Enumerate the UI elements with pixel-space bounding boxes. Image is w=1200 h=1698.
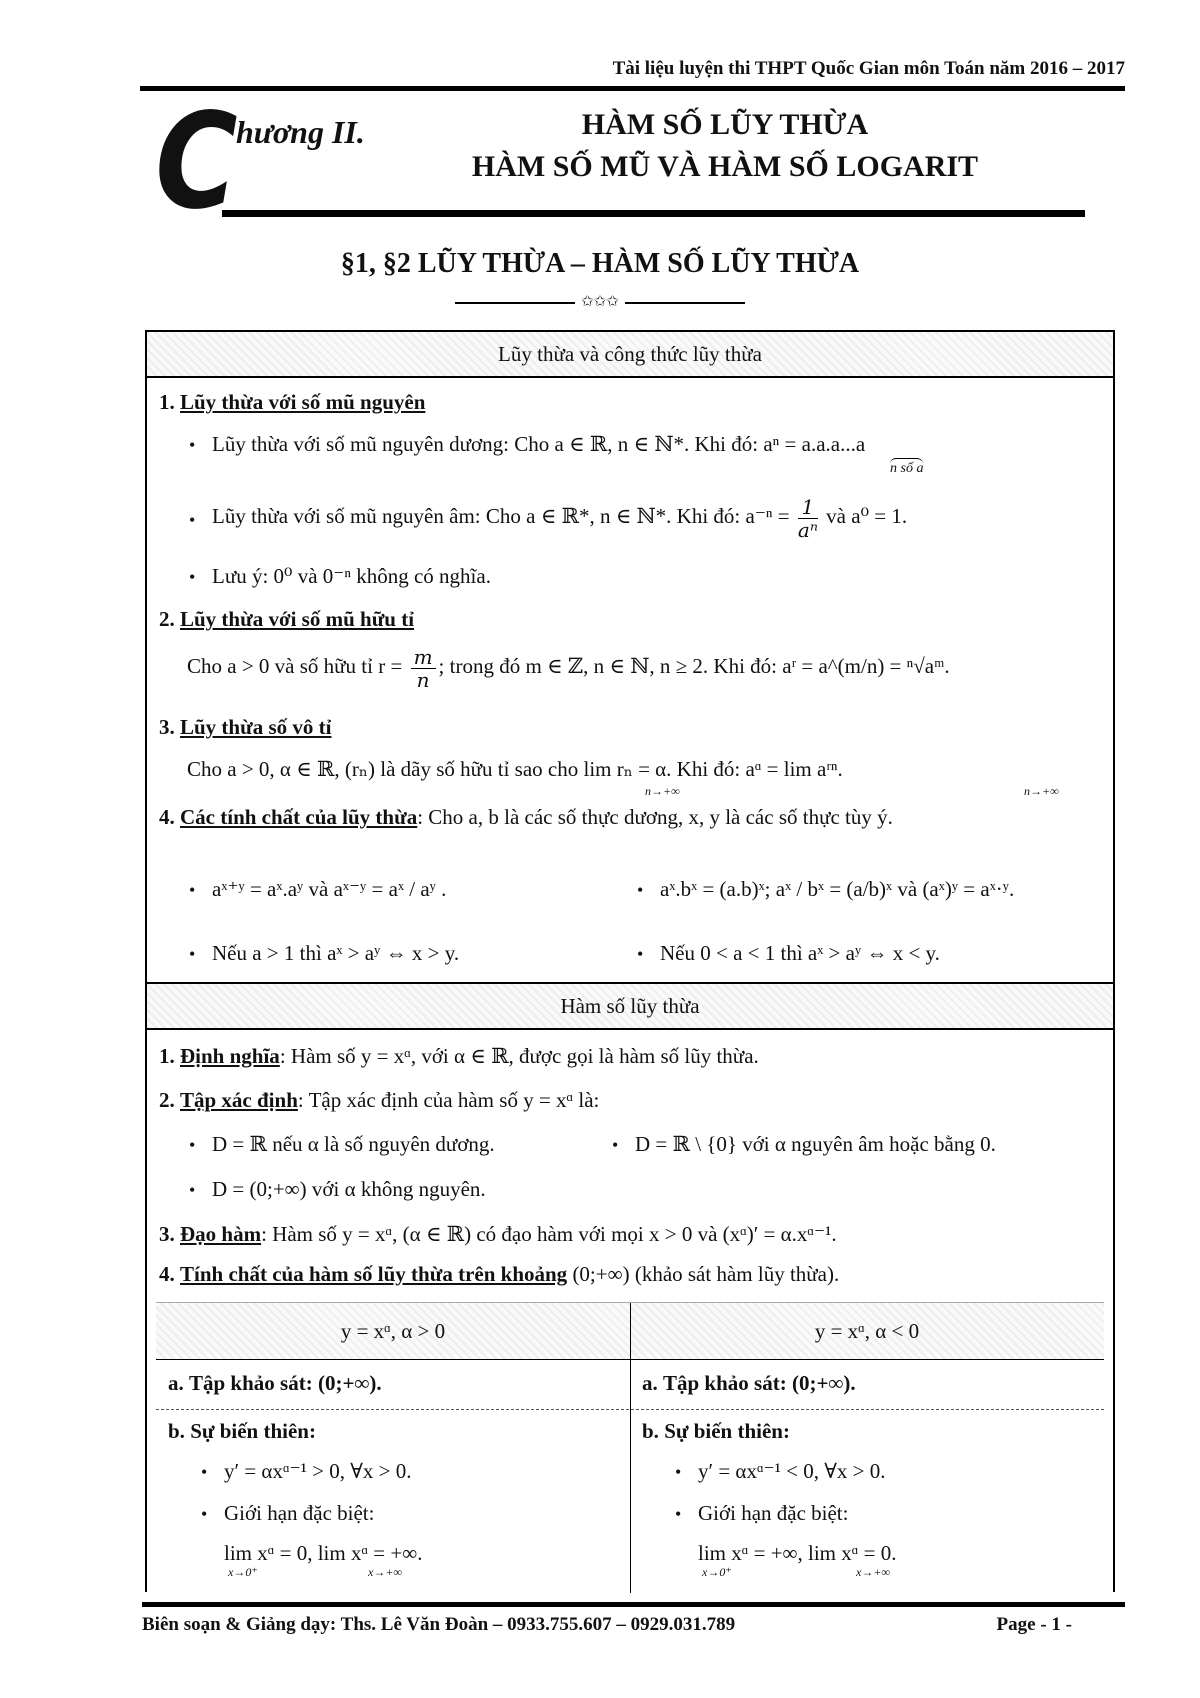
text-property-4: Nếu 0 < a < 1 thì aˣ > aʸ ⇔ x < y. xyxy=(660,941,940,965)
text-properties-intro: : Cho a, b là các số thực dương, x, y là các số thực tùy ý. xyxy=(417,805,893,829)
bullet-icon: • xyxy=(189,567,196,587)
bullet-icon: • xyxy=(637,880,644,900)
bullet-icon: • xyxy=(189,435,196,455)
text-positive-exponent: Lũy thừa với số mũ nguyên dương: Cho a ∈ ℝ, n ∈ ℕ*. Khi đó: aⁿ = a.a.a...a xyxy=(212,432,866,456)
table-left-limits: lim xᵅ = 0, lim xᵅ = +∞. xyxy=(224,1541,423,1565)
table-right-lim-title: Giới hạn đặc biệt: xyxy=(698,1501,849,1525)
table-right-limits: lim xᵅ = +∞, lim xᵅ = 0. xyxy=(698,1541,897,1565)
fraction: $\frac{m}{n}$ xyxy=(411,646,436,691)
item-num: 2. xyxy=(159,607,175,631)
chapter-label: hương II. xyxy=(236,114,365,150)
item-title-irrational-exponent: Lũy thừa số vô tỉ xyxy=(180,715,332,739)
lim-subscript: x→0⁺ xyxy=(702,1565,732,1579)
text-property-1: aˣ⁺ʸ = aˣ.aʸ và aˣ⁻ʸ = aˣ / aʸ . xyxy=(212,877,447,901)
box-heading-1: Lũy thừa và công thức lũy thừa xyxy=(147,332,1113,378)
item-num: 3. xyxy=(159,715,175,739)
lim-subscript: x→+∞ xyxy=(856,1565,890,1579)
item-title-definition: Định nghĩa xyxy=(180,1044,280,1068)
bullet-icon: • xyxy=(201,1462,208,1482)
text-zero-exponent: và a⁰ = 1. xyxy=(826,504,908,528)
table-divider xyxy=(630,1303,631,1593)
text-definition: : Hàm số y = xᵅ, với α ∈ ℝ, được gọi là hàm số lũy thừa. xyxy=(279,1044,759,1068)
table-left-a: Tập khảo sát: (0;+∞). xyxy=(189,1371,382,1395)
bullet-icon: • xyxy=(189,510,196,530)
section-title: §1, §2 LŨY THỪA – HÀM SỐ LŨY THỪA xyxy=(340,248,860,279)
text-negative-exponent: Lũy thừa với số mũ nguyên âm: Cho a ∈ ℝ*, n ∈ ℕ*. Khi đó: a⁻ⁿ = xyxy=(212,504,790,528)
chapter-rule xyxy=(222,210,1085,217)
box-heading-2: Hàm số lũy thừa xyxy=(147,982,1113,1030)
text-domain-2: D = ℝ \ {0} với α nguyên âm hoặc bằng 0. xyxy=(635,1132,996,1156)
table-left-b-title: Sự biến thiên: xyxy=(190,1419,316,1443)
row-label: a. xyxy=(642,1371,658,1395)
table-head-positive: y = xᵅ, α > 0 xyxy=(156,1303,630,1360)
footer-author: Biên soạn & Giảng dạy: Ths. Lê Văn Đoàn – 0933.755.607 – 0929.031.789 xyxy=(142,1614,736,1635)
footer-rule xyxy=(142,1602,1125,1607)
text-property-2: aˣ.bˣ = (a.b)ˣ; aˣ / bˣ = (a/b)ˣ và (aˣ)ʸ = aˣ·ʸ. xyxy=(660,877,1015,901)
text-n-copies: n số a xyxy=(890,458,923,477)
item-num: 3. xyxy=(159,1222,175,1246)
text-rational-pre: Cho a > 0 và số hữu tỉ r = xyxy=(187,654,403,678)
text-note: Lưu ý: 0⁰ và 0⁻ⁿ không có nghĩa. xyxy=(212,564,491,588)
chapter-initial: C xyxy=(155,85,238,239)
bullet-icon: • xyxy=(675,1462,682,1482)
section-divider xyxy=(0,292,1200,311)
comparison-table xyxy=(156,1302,1104,1593)
text-function-properties: (0;+∞) (khảo sát hàm lũy thừa). xyxy=(567,1262,840,1286)
bullet-icon: • xyxy=(201,1504,208,1524)
bullet-icon: • xyxy=(189,1180,196,1200)
item-title-rational-exponent: Lũy thừa với số mũ hữu tỉ xyxy=(180,607,415,631)
table-head-negative: y = xᵅ, α < 0 xyxy=(630,1303,1104,1360)
bullet-icon: • xyxy=(637,944,644,964)
text-property-3: Nếu a > 1 thì aˣ > aʸ ⇔ x > y. xyxy=(212,941,460,965)
text-irrational: Cho a > 0, α ∈ ℝ, (rₙ) là dãy số hữu tỉ sao cho lim rₙ = α. Khi đó: aᵅ = lim aʳⁿ. xyxy=(187,757,843,781)
bullet-icon: • xyxy=(675,1504,682,1524)
text-derivative: : Hàm số y = xᵅ, (α ∈ ℝ) có đạo hàm với mọi x > 0 và (xᵅ)′ = α.xᵅ⁻¹. xyxy=(261,1222,837,1246)
chapter-title-1: HÀM SỐ LŨY THỪA xyxy=(581,108,869,141)
page-number: Page - 1 - xyxy=(996,1614,1072,1635)
row-label: b. xyxy=(642,1419,659,1443)
text-domain-3: D = (0;+∞) với α không nguyên. xyxy=(212,1177,486,1201)
item-num: 2. xyxy=(159,1088,175,1112)
row-label: b. xyxy=(168,1419,185,1443)
item-num: 4. xyxy=(159,805,175,829)
text-domain-1: D = ℝ nếu α là số nguyên dương. xyxy=(212,1132,495,1156)
bullet-icon: • xyxy=(189,1135,196,1155)
table-right-derivative: y′ = αxᵅ⁻¹ < 0, ∀x > 0. xyxy=(698,1459,886,1483)
item-num: 4. xyxy=(159,1262,175,1286)
table-left-derivative: y′ = αxᵅ⁻¹ > 0, ∀x > 0. xyxy=(224,1459,412,1483)
header-rule xyxy=(140,86,1125,91)
table-left-lim-title: Giới hạn đặc biệt: xyxy=(224,1501,375,1525)
lim-subscript: x→+∞ xyxy=(368,1565,402,1579)
fraction: $\frac{1}{\text{aⁿ}}$ xyxy=(797,494,818,542)
item-title-function-properties: Tính chất của hàm số lũy thừa trên khoảng xyxy=(180,1262,568,1286)
item-title-derivative: Đạo hàm xyxy=(180,1222,262,1246)
lim-subscript: x→0⁺ xyxy=(228,1565,258,1579)
item-title-domain: Tập xác định xyxy=(180,1088,298,1112)
item-num: 1. xyxy=(159,1044,175,1068)
text-domain: : Tập xác định của hàm số y = xᵅ là: xyxy=(297,1088,600,1112)
table-right-b-title: Sự biến thiên: xyxy=(664,1419,790,1443)
bullet-icon: • xyxy=(189,944,196,964)
item-num: 1. xyxy=(159,390,175,414)
row-label: a. xyxy=(168,1371,184,1395)
lim-subscript: n→+∞ xyxy=(645,784,680,798)
chapter-title-2: HÀM SỐ MŨ VÀ HÀM SỐ LOGARIT xyxy=(471,150,979,183)
table-dashed-rule xyxy=(156,1409,1104,1410)
item-title-integer-exponent: Lũy thừa với số mũ nguyên xyxy=(180,390,426,414)
table-right-a: Tập khảo sát: (0;+∞). xyxy=(663,1371,856,1395)
text-rational-post: ; trong đó m ∈ ℤ, n ∈ ℕ, n ≥ 2. Khi đó: aʳ = a^(m/n) = ⁿ√aᵐ. xyxy=(438,654,950,678)
bullet-icon: • xyxy=(189,880,196,900)
bullet-icon: • xyxy=(612,1135,619,1155)
lim-subscript: n→+∞ xyxy=(1024,784,1059,798)
item-title-properties: Các tính chất của lũy thừa xyxy=(180,805,418,829)
header-text: Tài liệu luyện thi THPT Quốc Gian môn Toán năm 2016 – 2017 xyxy=(612,58,1125,79)
stars-icon: ✩✩✩ xyxy=(581,294,619,310)
